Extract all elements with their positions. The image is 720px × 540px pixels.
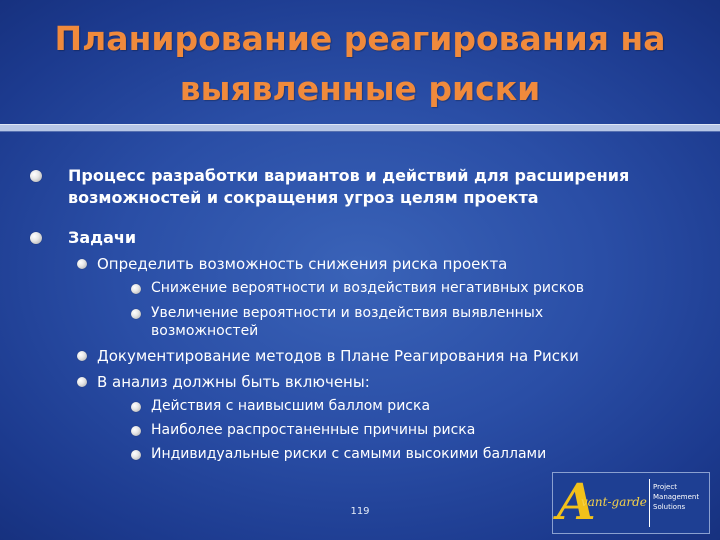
task-item: Документирование методов в Плане Реагирования на Риски [97,347,579,365]
logo-caption-line: Solutions [653,503,686,511]
bullet-icon [131,309,141,319]
bullet-icon [77,377,87,387]
logo-letter: A [557,472,596,531]
page-number: 119 [350,506,370,517]
bullet-icon [77,351,87,361]
logo-caption-line: Project [653,483,677,491]
task-subitem: Индивидуальные риски с самыми высокими баллами [151,446,547,462]
task-item: Определить возможность снижения риска проекта [97,255,508,273]
company-logo [552,472,710,534]
bullet-icon [30,170,42,182]
bullet-icon [77,259,87,269]
logo-caption [649,479,706,527]
bullet-tasks-label: Задачи [68,228,137,247]
task-subitem: Действия с наивысшим баллом риска [151,398,431,414]
slide-title-line-1: Планирование реагирования на [54,19,666,58]
bullet-icon [131,284,141,294]
bullet-process-line-2: возможностей и сокращения угроз целям проекта [68,188,539,207]
bullet-icon [30,232,42,244]
bullet-icon [131,450,141,460]
bullet-icon [131,402,141,412]
title-divider [0,124,720,132]
slide-title-line-2: выявленные риски [179,69,541,108]
bullet-icon [131,426,141,436]
task-subitem: Увеличение вероятности и воздействия выявленных [151,305,544,321]
task-subitem: Снижение вероятности и воздействия негативных рисков [151,280,584,296]
bullet-process-line-1: Процесс разработки вариантов и действий для расширения [68,166,630,185]
task-subitem: Наиболее распростаненные причины риска [151,422,476,438]
task-item: В анализ должны быть включены: [97,373,370,391]
logo-caption-line: Management [653,493,700,501]
slide-title [0,14,720,114]
logo-wordmark: vant-garde [581,495,647,509]
task-subitem-continuation: возможностей [151,323,259,339]
